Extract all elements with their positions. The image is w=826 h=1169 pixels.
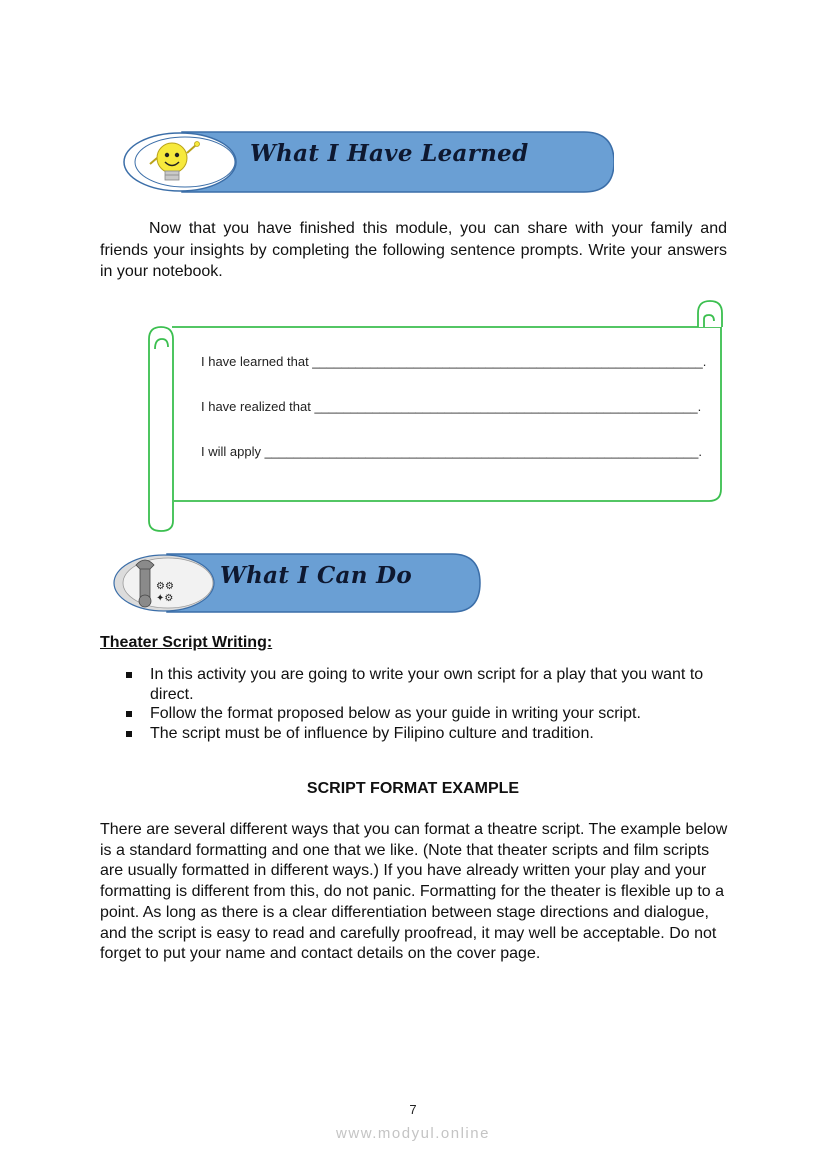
- scroll-frame: [146, 299, 728, 533]
- prompt-learned: I have learned that ______________________________________________________.: [201, 354, 707, 369]
- body-paragraph: There are several different ways that you can format a theatre script. The example below is a standard formatting and one that we like. (Note that theater scripts and film scripts are usually formatted in different ways.) If you have already written your play and your formatting is different from this, do not panic. Formatting for the theater is flexible up to a point. As long as there is a clear differentiation between stage directions and dialogue, and the script is easy to read and carefully proofread, it may well be acceptable. Do not forget to put your name and contact details on the cover page.: [100, 821, 728, 963]
- svg-text:✦⚙: ✦⚙: [156, 593, 174, 604]
- bullet-icon: [126, 672, 132, 678]
- list-item: Follow the format proposed below as your guide in writing your script.: [100, 704, 740, 724]
- activity-heading: Theater Script Writing:: [100, 634, 273, 651]
- prompt-apply: I will apply ____________________________________________________________.: [201, 444, 702, 459]
- watermark: www.modyul.online: [336, 1125, 490, 1142]
- list-item: In this activity you are going to write your own script for a play that you want to direct.: [100, 665, 740, 704]
- list-item: The script must be of influence by Filipino culture and tradition.: [100, 724, 740, 744]
- intro-paragraph: Now that you have finished this module, you can share with your family and friends your insights by completing the following sentence prompts. Write your answers in your notebook.: [100, 220, 727, 280]
- section-title-learned: What I Have Learned: [250, 140, 529, 167]
- section-title-can-do: What I Can Do: [220, 562, 412, 589]
- bullet-icon: [126, 731, 132, 737]
- page-number: 7: [409, 1102, 417, 1117]
- bullet-icon: [126, 711, 132, 717]
- format-heading: SCRIPT FORMAT EXAMPLE: [306, 780, 520, 797]
- prompt-realized: I have realized that _____________________________________________________.: [201, 399, 702, 414]
- svg-text:⚙⚙: ⚙⚙: [156, 581, 174, 592]
- activity-bullet-list: [100, 665, 740, 743]
